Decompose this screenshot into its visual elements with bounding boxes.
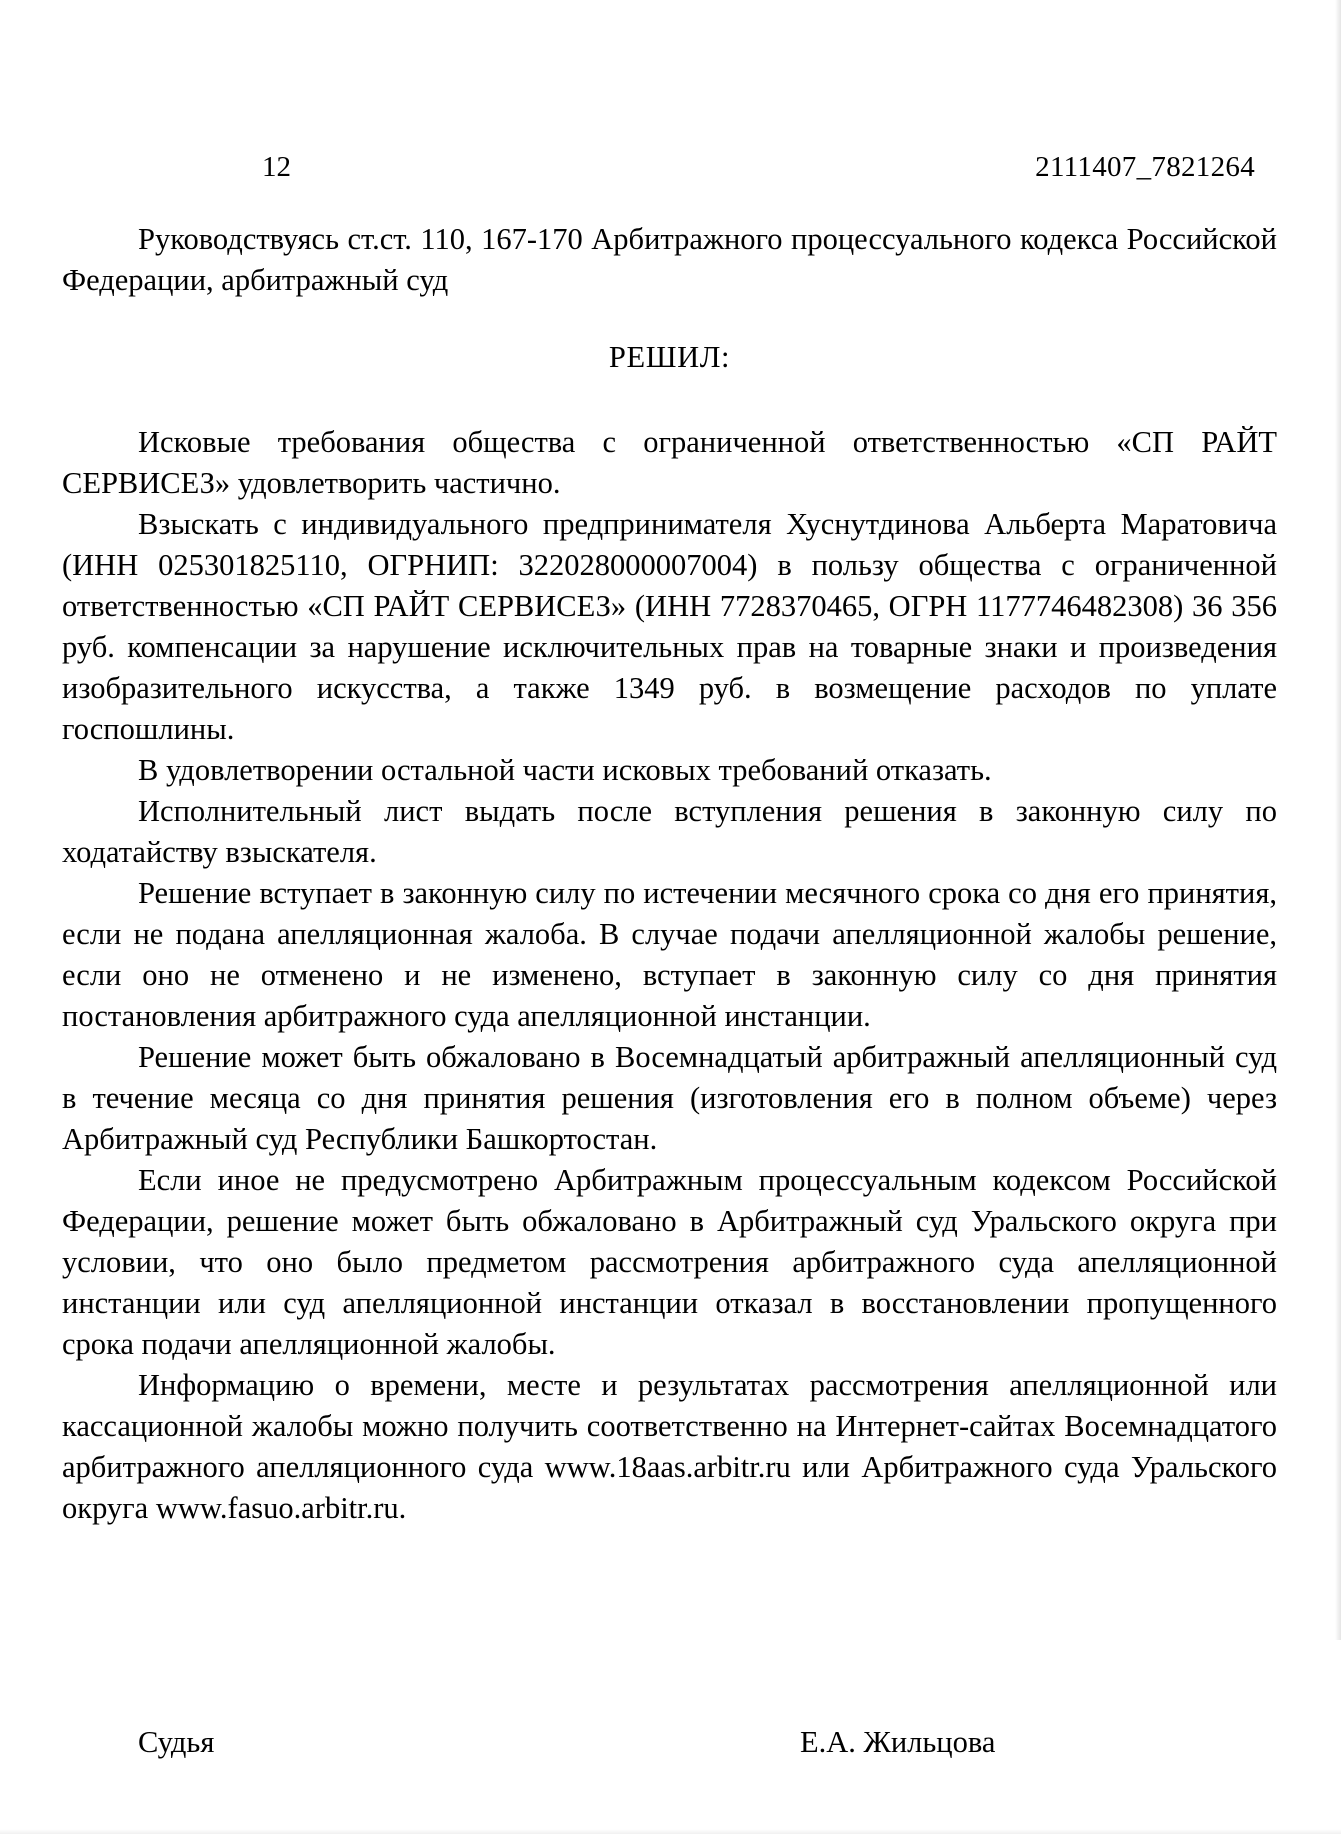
paragraph-claims-granted: Исковые требования общества с ограниченной ответственностью «СП РАЙТ СЕРВИСЕЗ» удовлетворить частично. [62,424,1277,500]
paragraph-appeal-procedure: Решение может быть обжаловано в Восемнадцатый арбитражный апелляционный суд в течение месяца со дня принятия решения (изготовления его в полном объеме) через Арбитражный суд Республики Башкортостан. [62,1039,1277,1156]
paragraph-cassation-procedure: Если иное не предусмотрено Арбитражным процессуальным кодексом Российской Федерации, решение может быть обжаловано в Арбитражный суд Уральского округа при условии, что оно было предметом рассмотрения арбитражного суда апелляционной инстанции или суд апелляционной инстанции отказал в восстановлении пропущенного срока подачи апелляционной жалобы. [62,1162,1277,1361]
judge-name: Е.А. Жильцова [800,1725,996,1759]
paragraph-remainder-denied: В удовлетворении остальной части исковых требований отказать. [138,752,992,787]
paragraph-information-websites: Информацию о времени, месте и результатах рассмотрения апелляционной или кассационной жалобы можно получить соответственно на Интернет-сайтах Восемнадцатого арбитражного апелляционного суда www.18aas.arbitr.ru или Арбитражного суда Уральского округа www.fasuo.arbitr.ru. [62,1367,1277,1525]
judge-role-label: Судья [138,1725,215,1759]
document-content [62,150,1277,1529]
intro-paragraph: Руководствуясь ст.ст. 110, 167-170 Арбитражного процессуального кодекса Российской Федерации, арбитражный суд [62,221,1277,297]
document-id: 2111407_7821264 [1035,151,1255,183]
resolution-heading: РЕШИЛ: [608,339,731,374]
scan-edge-artifact-bottom [0,1829,1341,1834]
page-number: 12 [262,151,291,183]
paragraph-entry-into-force: Решение вступает в законную силу по истечении месячного срока со дня его принятия, если не подана апелляционная жалоба. В случае подачи апелляционной жалобы решение, если оно не отменено и не изменено, вступает в законную силу со дня принятия постановления арбитражного суда апелляционной инстанции. [62,875,1277,1033]
paragraph-writ-of-execution: Исполнительный лист выдать после вступления решения в законную силу по ходатайству взыскателя. [62,793,1277,869]
page-header [62,150,1277,185]
scan-edge-artifact-right [1335,0,1341,1640]
paragraph-award: Взыскать с индивидуального предпринимателя Хуснутдинова Альберта Маратовича (ИНН 025301825110, ОГРНИП: 322028000007004) в пользу общества с ограниченной ответственностью «СП РАЙТ СЕРВИСЕЗ» (ИНН 7728370465, ОГРН 1177746482308) 36 356 руб. компенсации за нарушение исключительных прав на товарные знаки и произведения изобразительного искусства, а также 1349 руб. в возмещение расходов по уплате госпошлины. [62,506,1277,746]
signature-block [62,1722,1277,1762]
